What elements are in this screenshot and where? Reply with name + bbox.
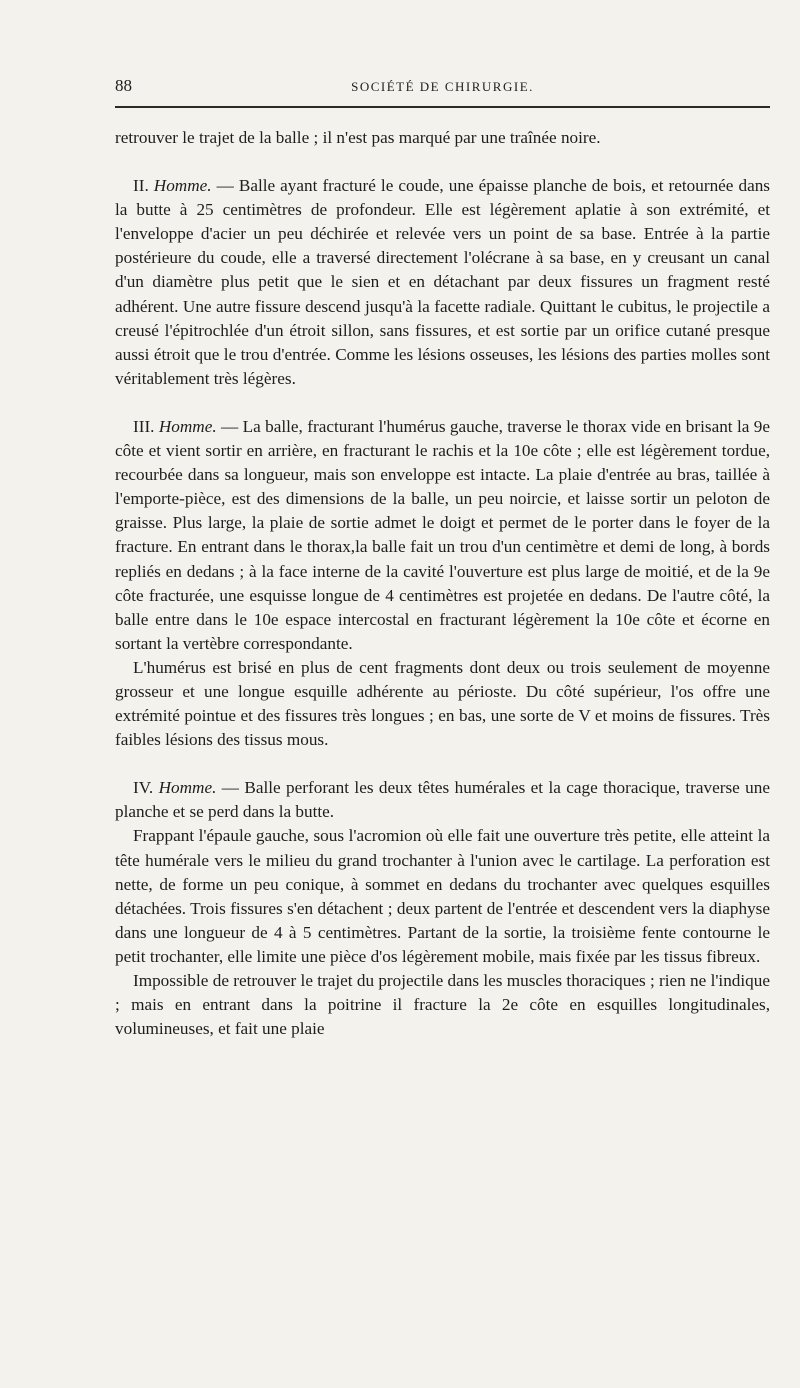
case-subject: Homme. — [158, 416, 217, 436]
page-number: 88 — [115, 76, 132, 95]
body-text — [115, 126, 770, 1041]
spacer — [115, 391, 770, 415]
paragraph-text: L'humérus est brisé en plus de cent fragments dont deux ou trois seulement de moyenne grosseur et une longue esquille adhérente au périoste. Du côté supérieur, l'os offre une extrémité pointue et des fissures très longues ; en bas, une sorte de V et moins de fissures. Très faibles lésions des tissus mous. — [115, 657, 770, 750]
paragraph-text: Frappant l'épaule gauche, sous l'acromion où elle fait une ouverture très petite, elle atteint la tête humérale vers le milieu du grand trochanter à l'union avec le cartilage. La perforation est nette, de forme un peu conique, à sommet en dedans du trochanter avec quelques esquilles détachées. Trois fissures s'en détachent ; deux partent de l'entrée et descendent vers la diaphyse dans une longueur de 4 à 5 centimètres. Partant de la sortie, la troisième fente contourne le petit trochanter, elle limite une pièce d'os légèrement mobile, mais fixée par les tissus fibreux. — [115, 826, 770, 966]
paragraph-thorax — [115, 969, 770, 1041]
paragraph-text: — Balle perforant les deux têtes humérales et la cage thoracique, traverse une planche et se perd dans la butte. — [115, 778, 770, 822]
spacer — [115, 150, 770, 174]
paragraph-text: — La balle, fracturant l'humérus gauche, traverse le thorax vide en brisant la 9e côte et vient sortir en arrière, en fracturant le rachis et la 10e côte ; elle est légèrement tordue, recourbée dans sa longueur, mais son enveloppe est intacte. La plaie d'entrée au bras, taillée à l'emporte-pièce, est des dimensions de la balle, un peu noircie, et laisse sortir un peloton de graisse. Plus large, la plaie de sortie admet le doigt et permet de le porter dans le foyer de la fracture. En entrant dans le thorax,la balle fait un trou d'un centimètre et demi de long, à bords repliés en dedans ; à la face interne de la cavité l'ouverture est plus large de moitié, et de la 9e côte fracturée, une esquisse longue de 4 centimètres est projetée en dedans. De l'autre côté, la balle entre dans le 10e espace intercostal en fracturant légèrement la 10e côte et écorne en sortant la vertèbre correspondante. — [115, 416, 770, 653]
case-paragraph-iv — [115, 776, 770, 824]
paragraph-text: Impossible de retrouver le trajet du projectile dans les muscles thoraciques ; rien ne l'indique ; mais en entrant dans la poitrine il fracture la 2e côte en esquilles longitudinales, volumineuses, et fait une plaie — [115, 971, 770, 1039]
page-header — [115, 70, 770, 110]
case-paragraph-ii — [115, 174, 770, 391]
case-numeral: IV. — [133, 778, 159, 798]
case-numeral: II. — [133, 176, 154, 196]
paragraph-text: retrouver le trajet de la balle ; il n'est pas marqué par une traînée noire. — [115, 128, 601, 147]
paragraph-humerus — [115, 656, 770, 752]
paragraph-continuation — [115, 126, 770, 150]
case-paragraph-iii — [115, 415, 770, 656]
running-head: SOCIÉTÉ DE CHIRURGIE. — [351, 79, 534, 94]
case-numeral: III. — [133, 416, 159, 436]
paragraph-shoulder — [115, 824, 770, 969]
case-subject: Homme. — [158, 778, 217, 798]
spacer — [115, 752, 770, 776]
paragraph-text: — Balle ayant fracturé le coude, une épaisse planche de bois, et retournée dans la butte à 25 centimètres de profondeur. Elle est légèrement aplatie à son extrémité, et l'enveloppe d'acier un peu déchirée et relevée vers un point de sa base. Entrée à la partie postérieure du coude, elle a traversé directement l'olécrane à sa base, en y creusant un canal d'un diamètre plus petit que le sien et en détachant par deux fissures un fragment resté adhérent. Une autre fissure descend jusqu'à la facette radiale. Quittant le cubitus, le projectile a creusé l'épitrochlée d'un étroit sillon, sans fissures, et est sortie par un orifice cutané presque aussi étroit que le trou d'entrée. Comme les lésions osseuses, les lésions des parties molles sont véritablement très légères. — [115, 176, 770, 388]
header-rule — [115, 106, 770, 108]
case-subject: Homme. — [153, 176, 212, 196]
